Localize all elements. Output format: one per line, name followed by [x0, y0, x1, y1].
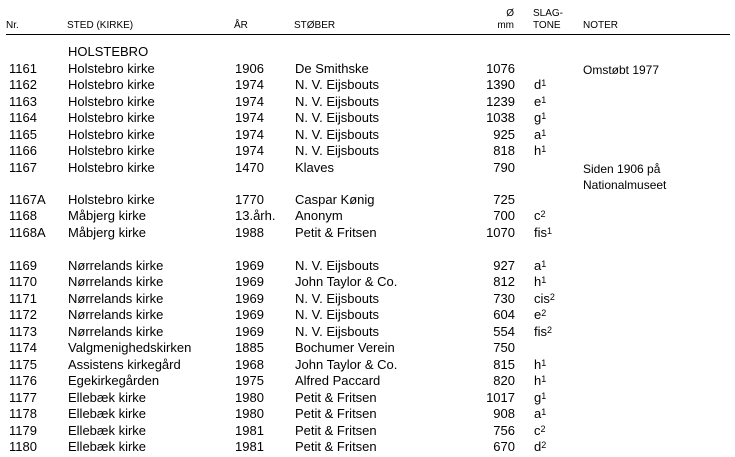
row-stober: Petit & Fritsen: [295, 406, 377, 421]
row-sted: Ellebæk kirke: [68, 439, 147, 454]
row-diameter: 1038: [486, 110, 515, 125]
slagtone-note: a: [534, 127, 542, 142]
row-aar: 1969: [235, 274, 264, 289]
row-nr: 1178: [9, 406, 37, 421]
row-stober: John Taylor & Co.: [295, 274, 398, 289]
row-stober: N. V. Eijsbouts: [295, 110, 380, 125]
slagtone-note: a: [534, 406, 542, 421]
row-sted: Nørrelands kirke: [68, 324, 164, 339]
slagtone-note: h: [534, 274, 542, 289]
row-sted: Ellebæk kirke: [68, 406, 147, 421]
row-diameter: 750: [493, 340, 515, 355]
slagtone-note: g: [534, 110, 542, 125]
row-slagtone: [534, 77, 546, 93]
row-aar: 1974: [235, 77, 264, 92]
row-nr: 1180: [9, 439, 37, 454]
row-sted: Valgmenighedskirken: [68, 340, 192, 355]
slagtone-octave: 2: [540, 424, 546, 434]
row-slagtone: [534, 110, 546, 126]
header-diameter-unit: mm: [497, 20, 514, 31]
row-sted: Holstebro kirke: [68, 160, 155, 175]
row-sted: Holstebro kirke: [68, 61, 155, 76]
row-sted: Assistens kirkegård: [68, 357, 181, 372]
row-stober: N. V. Eijsbouts: [295, 77, 380, 92]
slagtone-octave: 1: [541, 275, 547, 285]
row-sted: Holstebro kirke: [68, 94, 155, 109]
row-slagtone: [534, 143, 546, 159]
row-nr: 1162: [9, 77, 37, 92]
row-diameter: 730: [493, 291, 515, 306]
row-stober: John Taylor & Co.: [295, 357, 398, 372]
section-title: HOLSTEBRO: [68, 44, 149, 59]
header-sted: STED (KIRKE): [67, 20, 134, 31]
row-aar: 1980: [235, 390, 264, 405]
row-slagtone: [534, 274, 546, 290]
row-sted: Egekirkegården: [68, 373, 160, 388]
slagtone-note: d: [534, 439, 542, 454]
row-nr: 1177: [9, 390, 37, 405]
row-slagtone: [534, 423, 546, 439]
row-aar: 1906: [235, 61, 264, 76]
row-slagtone: [534, 324, 552, 340]
row-nr: 1169: [9, 258, 37, 273]
row-diameter: 820: [493, 373, 515, 388]
row-diameter: 1390: [486, 77, 515, 92]
row-diameter: 815: [493, 357, 515, 372]
row-diameter: 812: [493, 274, 515, 289]
row-stober: Klaves: [295, 160, 335, 175]
row-stober: N. V. Eijsbouts: [295, 127, 380, 142]
slagtone-octave: 1: [541, 111, 547, 121]
row-aar: 1470: [235, 160, 264, 175]
row-aar: 1974: [235, 110, 264, 125]
slagtone-note: c: [534, 208, 541, 223]
row-stober: Petit & Fritsen: [295, 225, 377, 240]
row-diameter: 670: [493, 439, 515, 454]
header-aar: ÅR: [234, 20, 248, 31]
row-sted: Holstebro kirke: [68, 192, 155, 207]
row-sted: Nørrelands kirke: [68, 274, 164, 289]
row-nr: 1165: [9, 127, 37, 142]
header-diameter-symbol: Ø: [506, 8, 514, 19]
row-slagtone: [534, 357, 546, 373]
row-aar: 1981: [235, 439, 264, 454]
row-stober: De Smithske: [295, 61, 369, 76]
slagtone-octave: 1: [541, 128, 547, 138]
row-nr: 1173: [9, 324, 37, 339]
row-diameter: 756: [493, 423, 515, 438]
header-stober: STØBER: [294, 20, 336, 31]
row-sted: Måbjerg kirke: [68, 208, 147, 223]
row-stober: Alfred Paccard: [295, 373, 381, 388]
row-aar: 1969: [235, 307, 264, 322]
row-aar: 1969: [235, 324, 264, 339]
row-diameter: 554: [493, 324, 515, 339]
row-nr: 1164: [9, 110, 37, 125]
row-nr: 1168: [9, 208, 37, 223]
row-stober: Caspar Kønig: [295, 192, 375, 207]
row-aar: 1969: [235, 258, 264, 273]
row-nr: 1176: [9, 373, 37, 388]
row-aar: 1885: [235, 340, 264, 355]
row-diameter: 908: [493, 406, 515, 421]
header-nr: Nr.: [6, 20, 19, 31]
row-note-continued: Nationalmuseet: [583, 178, 667, 192]
slagtone-note: d: [534, 77, 542, 92]
row-slagtone: [534, 258, 546, 274]
slagtone-note: e: [534, 94, 542, 109]
row-nr: 1168A: [9, 225, 46, 240]
slagtone-octave: 1: [547, 226, 553, 236]
row-nr: 1171: [9, 291, 37, 306]
row-nr: 1179: [9, 423, 37, 438]
row-slagtone: [534, 127, 546, 143]
row-diameter: 1017: [486, 390, 515, 405]
row-stober: Petit & Fritsen: [295, 423, 377, 438]
row-nr: 1163: [9, 94, 37, 109]
row-diameter: 604: [493, 307, 515, 322]
slagtone-note: a: [534, 258, 542, 273]
slagtone-octave: 1: [541, 374, 547, 384]
slagtone-octave: 1: [541, 259, 547, 269]
slagtone-octave: 2: [541, 440, 547, 450]
row-slagtone: [534, 208, 546, 224]
row-nr: 1174: [9, 340, 37, 355]
row-aar: 1969: [235, 291, 264, 306]
slagtone-octave: 1: [541, 144, 547, 154]
row-slagtone: [534, 390, 546, 406]
slagtone-octave: 2: [549, 292, 555, 302]
row-nr: 1170: [9, 274, 37, 289]
row-sted: Holstebro kirke: [68, 127, 155, 142]
row-stober: N. V. Eijsbouts: [295, 324, 380, 339]
row-nr: 1166: [9, 143, 37, 158]
row-sted: Holstebro kirke: [68, 77, 155, 92]
row-aar: 1988: [235, 225, 264, 240]
header-slagtone-2: TONE: [533, 20, 561, 31]
row-stober: Anonym: [295, 208, 343, 223]
slagtone-octave: 1: [541, 78, 547, 88]
row-slagtone: [534, 291, 555, 307]
row-nr: 1175: [9, 357, 37, 372]
slagtone-note: h: [534, 373, 542, 388]
row-aar: 1770: [235, 192, 264, 207]
row-stober: Bochumer Verein: [295, 340, 395, 355]
slagtone-note: h: [534, 143, 542, 158]
row-stober: Petit & Fritsen: [295, 439, 377, 454]
row-diameter: 1070: [486, 225, 515, 240]
row-aar: 13.årh.: [235, 208, 276, 223]
slagtone-octave: 2: [540, 209, 546, 219]
row-note: Siden 1906 på: [583, 162, 661, 176]
row-aar: 1968: [235, 357, 264, 372]
row-diameter: 700: [493, 208, 515, 223]
row-sted: Holstebro kirke: [68, 143, 155, 158]
row-diameter: 925: [493, 127, 515, 142]
row-diameter: 818: [493, 143, 515, 158]
row-slagtone: [534, 225, 552, 241]
row-slagtone: [534, 373, 546, 389]
slagtone-note: g: [534, 390, 542, 405]
slagtone-note: fis: [534, 225, 547, 240]
row-diameter: 927: [493, 258, 515, 273]
row-stober: N. V. Eijsbouts: [295, 94, 380, 109]
row-aar: 1974: [235, 127, 264, 142]
row-slagtone: [534, 406, 546, 422]
slagtone-note: cis: [534, 291, 550, 306]
header-slagtone-1: SLAG-: [533, 8, 564, 19]
slagtone-octave: 2: [541, 308, 547, 318]
slagtone-octave: 1: [541, 358, 547, 368]
slagtone-octave: 1: [541, 407, 547, 417]
row-aar: 1981: [235, 423, 264, 438]
header-noter: NOTER: [583, 20, 618, 31]
row-aar: 1975: [235, 373, 264, 388]
row-sted: Ellebæk kirke: [68, 390, 147, 405]
slagtone-note: h: [534, 357, 542, 372]
slagtone-note: e: [534, 307, 542, 322]
row-slagtone: [534, 94, 546, 110]
slagtone-octave: 2: [547, 325, 553, 335]
row-sted: Nørrelands kirke: [68, 307, 164, 322]
row-aar: 1980: [235, 406, 264, 421]
row-aar: 1974: [235, 94, 264, 109]
row-sted: Holstebro kirke: [68, 110, 155, 125]
slagtone-note: c: [534, 423, 541, 438]
row-diameter: 790: [493, 160, 515, 175]
row-nr: 1161: [9, 61, 37, 76]
slagtone-note: fis: [534, 324, 547, 339]
row-sted: Ellebæk kirke: [68, 423, 147, 438]
row-diameter: 1239: [486, 94, 515, 109]
row-slagtone: [534, 307, 546, 323]
row-nr: 1167A: [9, 192, 46, 207]
row-diameter: 1076: [486, 61, 515, 76]
slagtone-octave: 1: [541, 391, 547, 401]
row-sted: Nørrelands kirke: [68, 291, 164, 306]
row-aar: 1974: [235, 143, 264, 158]
row-diameter: 725: [493, 192, 515, 207]
row-stober: Petit & Fritsen: [295, 390, 377, 405]
row-nr: 1172: [9, 307, 37, 322]
row-stober: N. V. Eijsbouts: [295, 258, 380, 273]
row-stober: N. V. Eijsbouts: [295, 143, 380, 158]
header-divider: [6, 34, 730, 35]
row-stober: N. V. Eijsbouts: [295, 307, 380, 322]
row-slagtone: [534, 439, 546, 455]
row-nr: 1167: [9, 160, 37, 175]
row-note: Omstøbt 1977: [583, 63, 660, 77]
slagtone-octave: 1: [541, 95, 547, 105]
row-stober: N. V. Eijsbouts: [295, 291, 380, 306]
row-sted: Måbjerg kirke: [68, 225, 147, 240]
row-sted: Nørrelands kirke: [68, 258, 164, 273]
